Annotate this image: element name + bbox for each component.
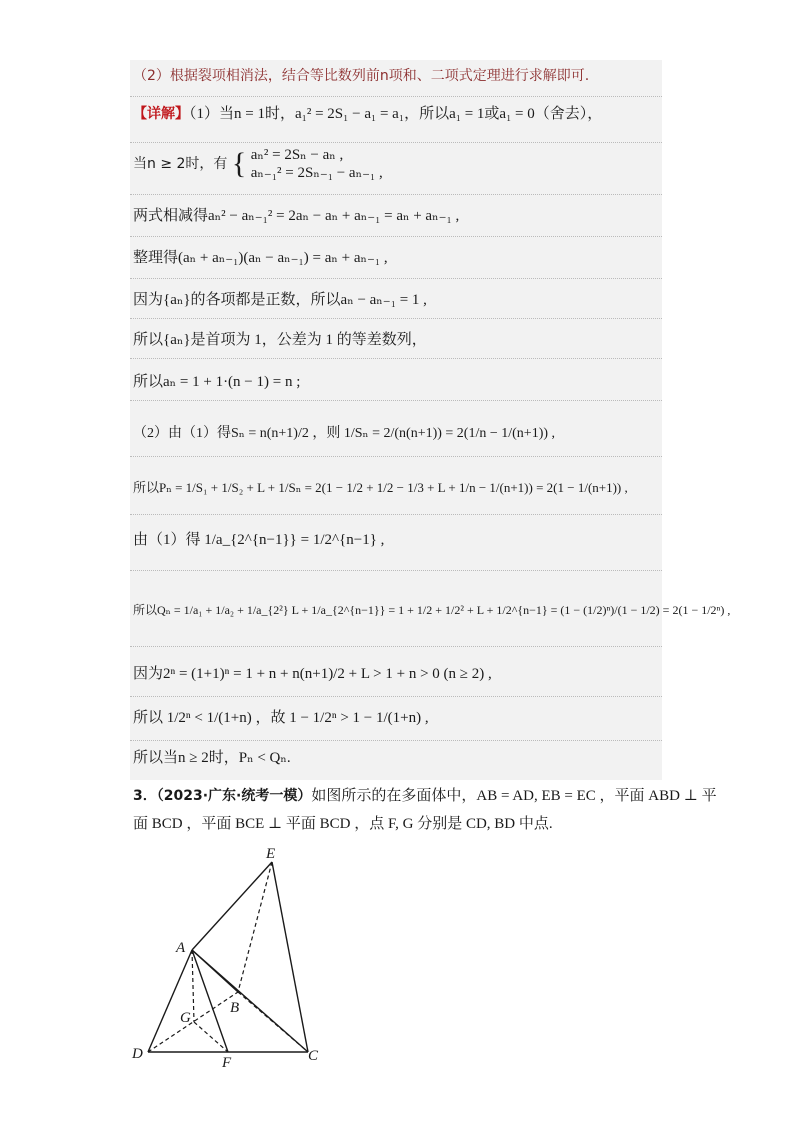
edge-AD <box>148 950 192 1052</box>
detail-step14: 所以当n ≥ 2时，Pₙ < Qₙ. <box>133 750 291 766</box>
detail-step10: 由（1）得 1/a_{2^{n−1}} = 1/2^{n−1} , <box>133 532 385 548</box>
detail-step8: （2）由（1）得Sₙ = n(n+1)/2 ，则 1/Sₙ = 2/(n(n+1)) = 2(1/n − 1/(n+1)) , <box>133 426 556 441</box>
equation-system <box>251 146 383 182</box>
problem3-text-line1: 如图所示的在多面体中，AB = AD, EB = EC ，平面 ABD ⊥ 平 <box>311 788 717 804</box>
brace-symbol: { <box>231 147 247 180</box>
problem3-text-line2: 面 BCD ，平面 BCE ⊥ 平面 BCD ，点 F, G 分别是 CD, BD 中点. <box>133 816 553 832</box>
system-eq2: aₙ₋₁² = 2Sₙ₋₁ − aₙ₋₁ , <box>250 165 383 181</box>
detail-step1 <box>133 104 602 124</box>
detail-step1-text: （1）当n = 1时，a₁² = 2S₁ − a₁ = a₁，所以a₁ = 1或a₁ = 0（舍去）， <box>189 106 603 122</box>
label-E: E <box>266 846 276 862</box>
label-A: A <box>176 940 186 956</box>
system-eq1: aₙ² = 2Sₙ − aₙ , <box>250 147 344 163</box>
label-D: D <box>132 1046 143 1062</box>
problem3-line1 <box>133 786 717 806</box>
detail-step5: 因为{aₙ}的各项都是正数，所以aₙ − aₙ₋₁ = 1 , <box>133 292 427 308</box>
detail-step12: 因为2ⁿ = (1+1)ⁿ = 1 + n + n(n+1)/2 + L > 1 + n > 0 (n ≥ 2) , <box>133 666 492 682</box>
detail-step3: 两式相减得aₙ² − aₙ₋₁² = 2aₙ − aₙ + aₙ₋₁ = aₙ + aₙ₋₁ , <box>133 208 460 224</box>
problem3-source: （2023·广东·统考一模） <box>156 788 312 804</box>
detail-step2 <box>133 146 383 186</box>
detail-step13: 所以 1/2ⁿ < 1/(1+n) ，故 1 − 1/2ⁿ > 1 − 1/(1+n) , <box>133 710 429 726</box>
hint-part2: （2）根据裂项相消法，结合等比数列前n项和、二项式定理进行求解即可. <box>133 68 590 84</box>
label-G: G <box>180 1010 191 1026</box>
detail-step7: 所以aₙ = 1 + 1·(n − 1) = n ; <box>133 374 301 390</box>
edge-AG-hidden <box>192 950 194 1022</box>
label-B: B <box>230 1000 240 1016</box>
detail-step6: 所以{aₙ}是首项为 1，公差为 1 的等差数列， <box>133 332 427 348</box>
label-C: C <box>308 1048 319 1064</box>
label-F: F <box>222 1055 232 1070</box>
problem3-number: 3． <box>133 788 157 804</box>
detail-step9: 所以Pₙ = 1/S₁ + 1/S₂ + L + 1/Sₙ = 2(1 − 1/2 + 1/2 − 1/3 + L + 1/n − 1/(n+1)) = 2(1 − 1/(n+1)) , <box>133 480 628 495</box>
edge-EC <box>272 862 308 1052</box>
step2-prefix: 当n ≥ 2时，有 <box>133 156 228 172</box>
polyhedron-figure <box>130 840 370 1070</box>
detail-step4: 整理得(aₙ + aₙ₋₁)(aₙ − aₙ₋₁) = aₙ + aₙ₋₁ , <box>133 250 388 266</box>
detail-tag: 【详解】 <box>133 106 189 122</box>
detail-step11: 所以Qₙ = 1/a₁ + 1/a₂ + 1/a_{2²} L + 1/a_{2^{n−1}} = 1 + 1/2 + 1/2² + L + 1/2^{n−1} = (1 − (1/2)ⁿ)/(1 − 1/2) = 2(1 − 1/2ⁿ) , <box>133 603 731 617</box>
